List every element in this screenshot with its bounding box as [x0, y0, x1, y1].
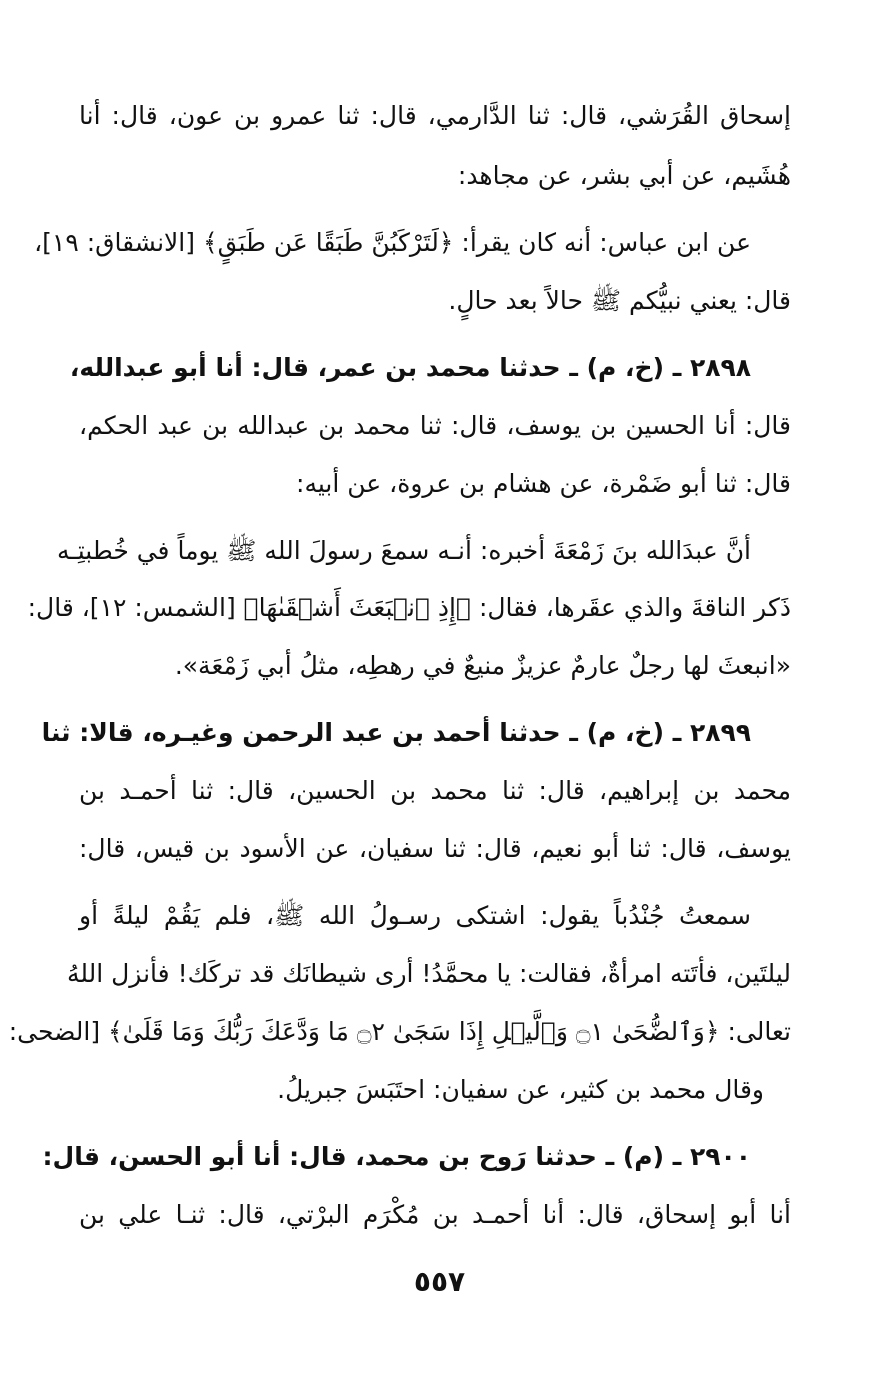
text-line: «انبعثَ لها رجلٌ عارمٌ عزيزٌ منيعٌ في رهطِه، مثلُ أبي زَمْعَة».	[174, 651, 791, 680]
text-line: قال: أنا الحسين بن يوسف، قال: ثنا محمد بن عبدالله بن عبد الحكم،	[79, 411, 791, 440]
text-line: أنَّ عبدَالله بنَ زَمْعَةَ أخبره: أنـه سمعَ رسولَ الله ﷺ يوماً في خُطبتِـه	[57, 536, 751, 565]
page-number: ٥٥٧	[413, 1265, 466, 1298]
hadith-heading-2899: ٢٨٩٩ ـ (خ، م) ـ حدثنا أحمد بن عبد الرحمن وغيـره، قالا: ثنا	[41, 718, 751, 747]
text-line: محمد بن إبراهيم، قال: ثنا محمد بن الحسين، قال: ثنا أحمـد بن	[79, 776, 791, 805]
text-line: ذَكر الناقةَ والذي عقَرها، فقال: ﴿إِذِ ٱنۢبَعَثَ أَشۡقَىٰهَا﴾ [الشمس: ١٢]، قال:	[27, 593, 791, 622]
text-line: قال: ثنا أبو ضَمْرة، عن هشام بن عروة، عن أبيه:	[296, 469, 791, 498]
text-line: تعالى: ﴿وَٱلضُّحَىٰ ۝١ وَٱلَّيۡلِ إِذَا سَجَىٰ ۝٢ مَا وَدَّعَكَ رَبُّكَ وَمَا قَلَىٰ﴾ [الضحى:	[8, 1017, 791, 1046]
text-line: عن ابن عباس: أنه كان يقرأ: ﴿لَتَرْكَبُنَّ طَبَقًا عَن طَبَقٍ﴾ [الانشقاق: ١٩]،	[34, 228, 751, 257]
text-line: سمعتُ جُنْدُباً يقول: اشتكى رسـولُ الله ﷺ، فلم يَقُمْ ليلةً أو	[79, 901, 751, 930]
hadith-heading-2898: ٢٨٩٨ ـ (خ، م) ـ حدثنا محمد بن عمر، قال: أنا أبو عبدالله،	[69, 353, 751, 382]
text-line: يوسف، قال: ثنا أبو نعيم، قال: ثنا سفيان، عن الأسود بن قيس، قال:	[79, 834, 791, 863]
text-line: قال: يعني نبيُّكم ﷺ حالاً بعد حالٍ.	[448, 286, 791, 315]
text-line: أنا أبو إسحاق، قال: أنا أحمـد بن مُكْرَم البرْتي، قال: ثنـا علي بن	[79, 1200, 791, 1229]
text-line: ليلتَين، فأتَته امرأةٌ، فقالت: يا محمَّدُ! أرى شيطانَك قد تركَك! فأنزل اللهُ	[66, 959, 791, 988]
text-line: هُشَيم، عن أبي بشر، عن مجاهد:	[457, 161, 791, 190]
text-line: إسحاق القُرَشي، قال: ثنا الدَّارمي، قال: ثنا عمرو بن عون، قال: أنا	[79, 101, 791, 130]
hadith-heading-2900: ٢٩٠٠ ـ (م) ـ حدثنا رَوح بن محمد، قال: أنا أبو الحسن، قال:	[42, 1142, 751, 1171]
text-line: وقال محمد بن كثير، عن سفيان: احتَبَسَ جبريلُ.	[277, 1075, 764, 1104]
